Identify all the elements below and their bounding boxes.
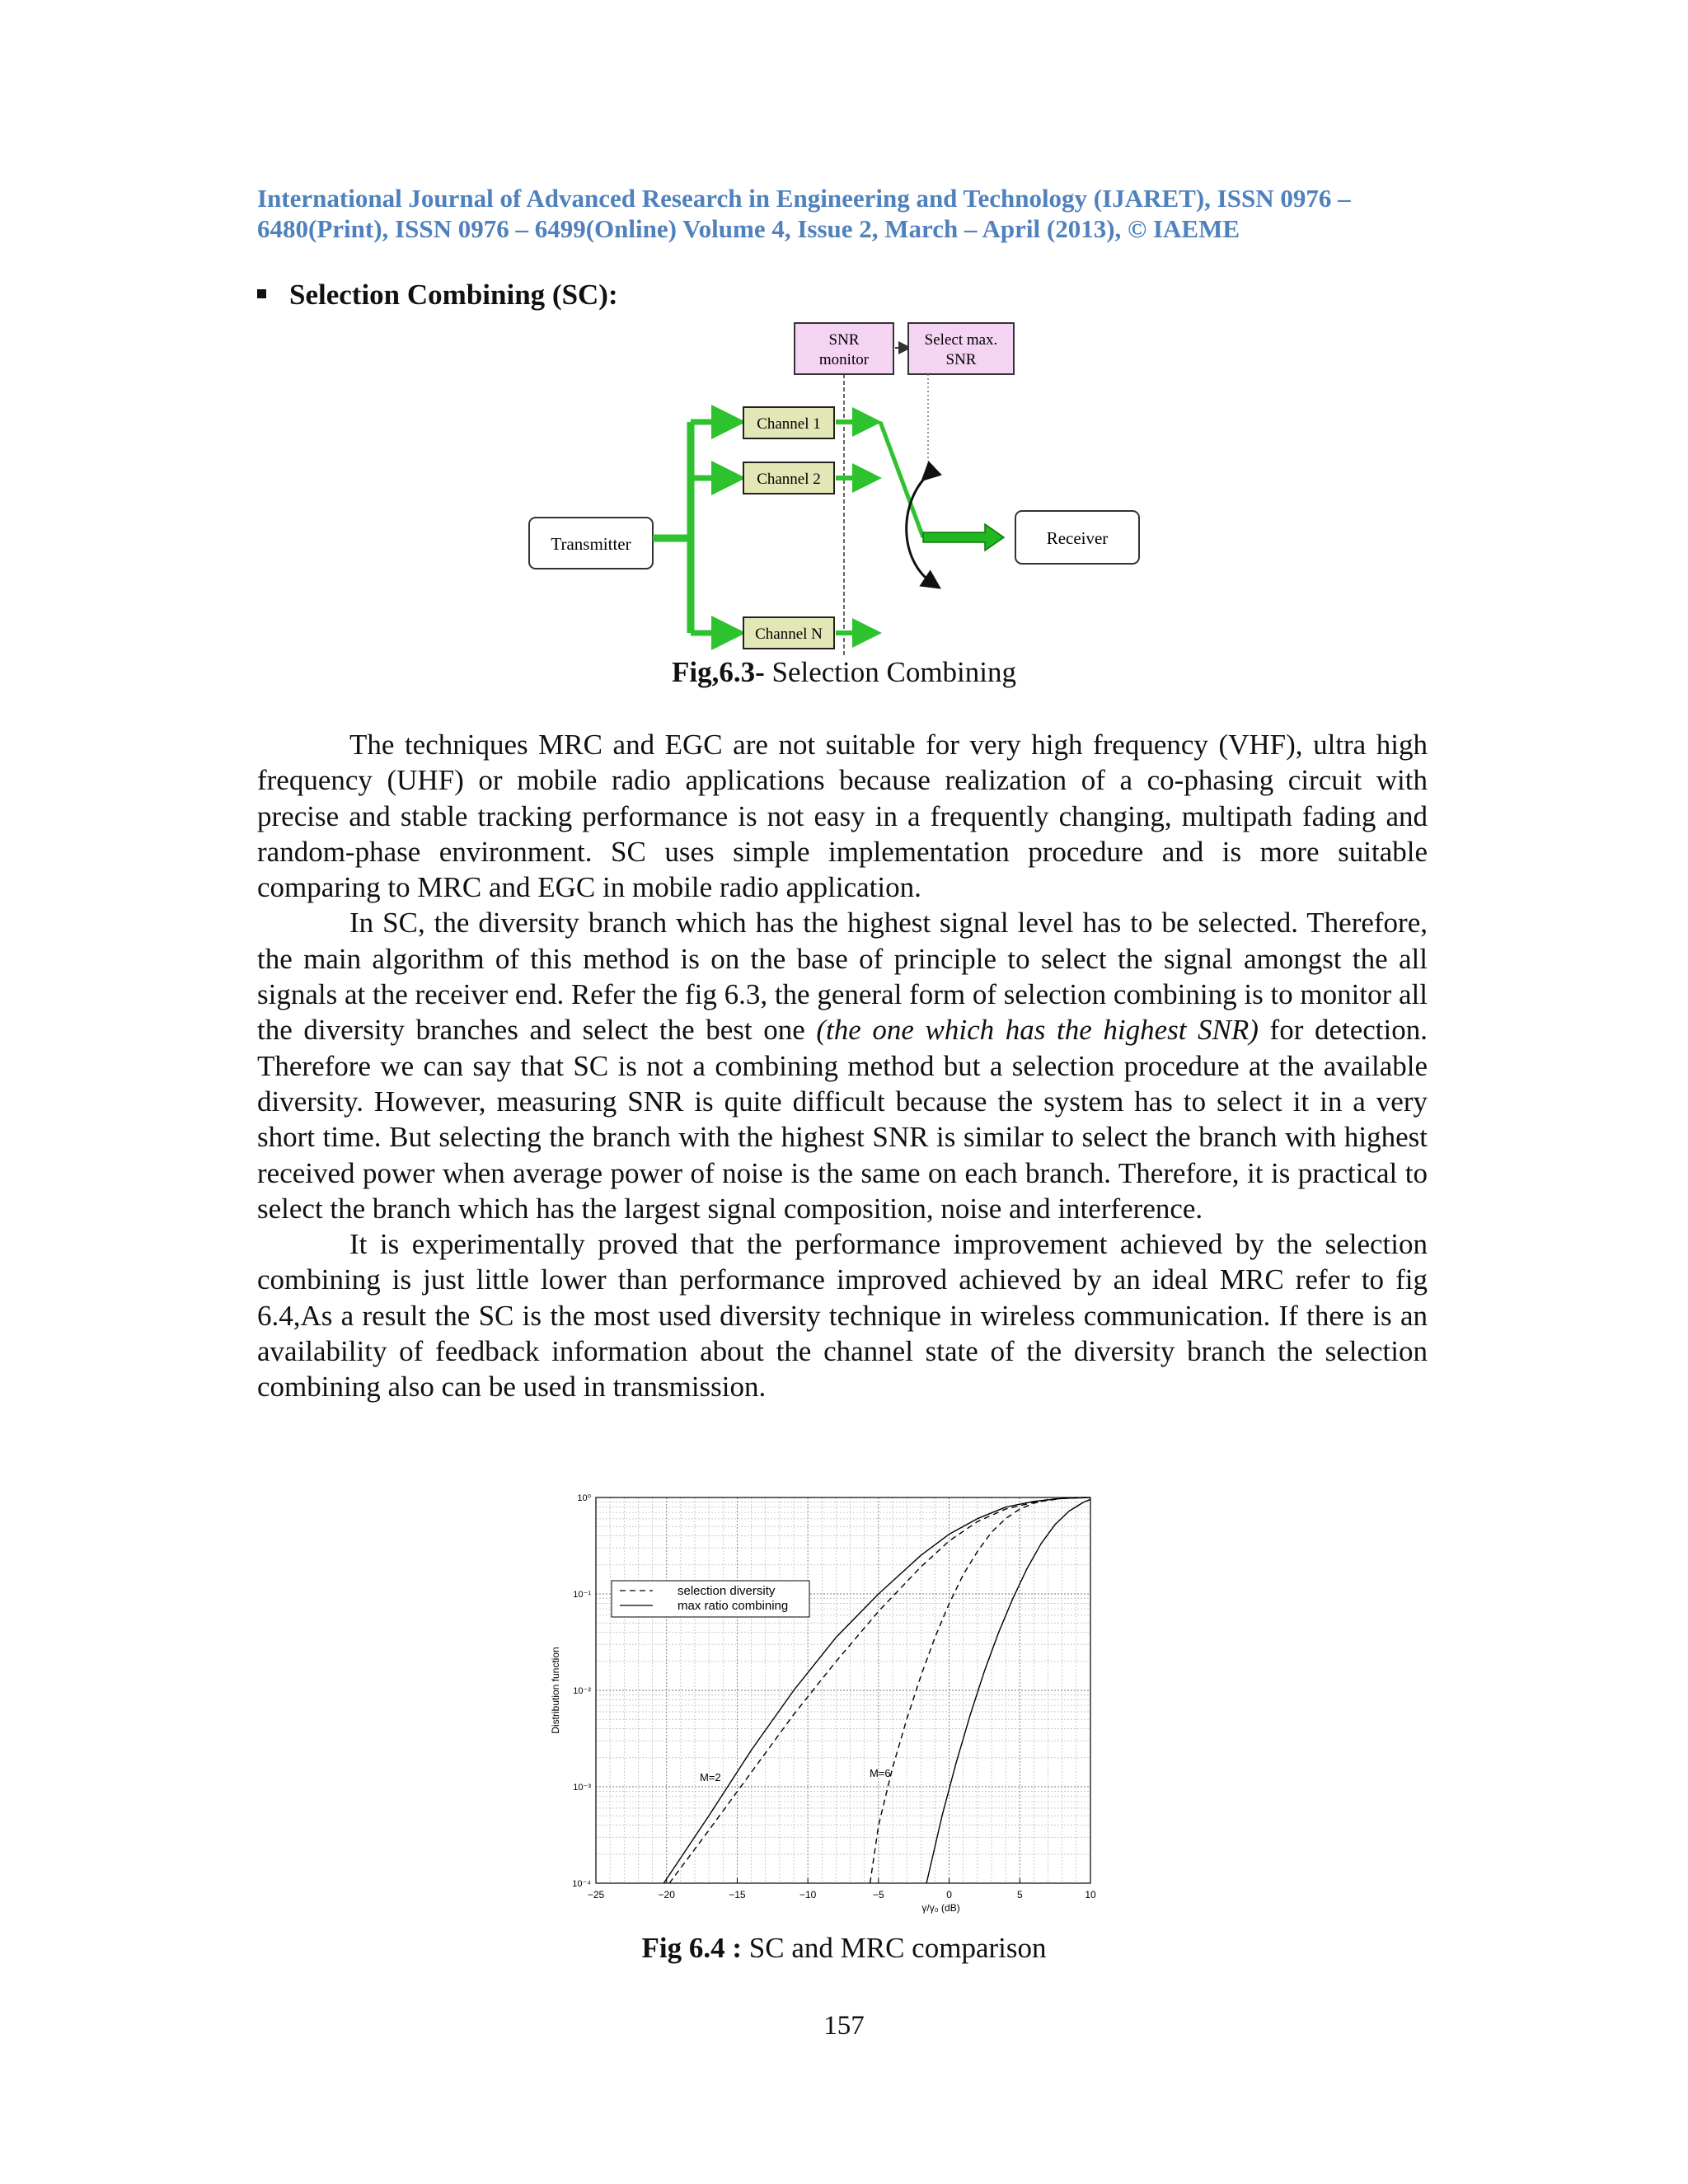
y-tick-label: 10⁻⁴: [572, 1879, 591, 1889]
channel-1-box: [743, 407, 834, 438]
journal-header: [257, 183, 1428, 244]
snr-monitor-label-1: SNR: [828, 331, 860, 349]
chart-legend: [612, 1581, 809, 1617]
channel-2-box: [743, 462, 834, 494]
journal-header-line2: 6480(Print), ISSN 0976 – 6499(Online) Volume 4, Issue 2, March – April (2013), © IAEME: [257, 214, 1240, 243]
legend-entry-mrc: max ratio combining: [678, 1599, 789, 1613]
legend-entry-selection: selection diversity: [678, 1584, 776, 1598]
snr-monitor-box: [795, 323, 893, 374]
paragraph-2-italic: (the one which has the highest SNR): [816, 1014, 1259, 1047]
receiver-label: Receiver: [1046, 528, 1109, 548]
y-tick-label: 10⁰: [577, 1493, 591, 1503]
channel-n-box: [743, 617, 834, 649]
fig-6-4-label: Fig 6.4 :: [641, 1932, 743, 1964]
select-max-snr-box: [908, 323, 1014, 374]
paragraph-2-b: for detection. Therefore we can say that SC is not a combining method but a selection procedure at the available diversity. However, measuring SNR is quite difficult because the system has to select it in a very short time. But selecting the branch with the highest SNR is similar to select the branch with highest received power when average power of noise is the same on each branch. Therefore, it is practical to select the branch which has the largest signal composition, noise and interference.: [257, 1014, 1428, 1225]
x-tick-label: −10: [799, 1889, 817, 1900]
paragraph-3: It is experimentally proved that the performance improvement achieved by the selection combining is just little lower than performance improved achieved by an ideal MRC refer to fig 6.4,As a result the SC is the most used diversity technique in wireless communication. If there is an availability of feedback information about the channel state of the diversity branch the selection combining also can be used in transmission.: [257, 1228, 1428, 1404]
x-tick-label: −15: [729, 1889, 746, 1900]
fig-6-4-caption: [0, 1932, 1688, 1965]
y-axis-label: Distribution function: [550, 1647, 561, 1734]
chart-grid: [596, 1497, 1090, 1883]
x-tick-label: 5: [1016, 1889, 1023, 1900]
series-line-mrc-3: [926, 1499, 1090, 1883]
x-tick-label: −5: [873, 1889, 884, 1900]
annotation-m2: M=2: [700, 1771, 721, 1783]
transmitter-label: Transmitter: [551, 534, 631, 554]
fig-6-4-text: SC and MRC comparison: [742, 1932, 1047, 1964]
section-heading-text: Selection Combining (SC):: [289, 279, 618, 311]
page-number: 157: [823, 2011, 865, 2041]
fig-6-3-caption: [0, 656, 1688, 689]
snr-monitor-label-2: monitor: [818, 351, 870, 368]
y-tick-label: 10⁻³: [573, 1783, 591, 1793]
body-text: [257, 727, 1428, 1405]
sc-mrc-chart: [528, 1488, 1104, 1916]
select-max-label-2: SNR: [945, 351, 977, 368]
x-tick-label: −25: [587, 1889, 605, 1900]
x-tick-label: −20: [658, 1889, 675, 1900]
channel-1-label: Channel 1: [757, 415, 821, 433]
bullet-icon: [257, 289, 266, 298]
y-tick-label: 10⁻²: [573, 1686, 591, 1696]
selected-path: [880, 422, 923, 537]
transmitter-box: [529, 518, 653, 569]
output-arrow: [923, 524, 1004, 551]
paragraph-2-a: In SC, the diversity branch which has the highest signal level has to be selected. Therefore, the main algorithm of this method is on the base of principle to select the signal amongst the all signals at the receiver end. Refer the fig 6.3, the general form of selection combining is to monitor all the diversity branches and select the best one: [257, 907, 1428, 1047]
fig-6-3-text: Selection Combining: [764, 656, 1017, 688]
section-heading: [257, 279, 618, 312]
fig-6-3-label: Fig,6.3-: [671, 656, 765, 688]
select-max-label-1: Select max.: [924, 331, 998, 349]
y-tick-label: 10⁻¹: [573, 1590, 591, 1600]
annotation-m6: M=6: [870, 1767, 891, 1779]
x-tick-label: 0: [946, 1889, 952, 1900]
receiver-box: [1015, 511, 1139, 564]
paragraph-1: The techniques MRC and EGC are not suitable for very high frequency (VHF), ultra high frequency (UHF) or mobile radio applications because realization of a co-phasing circuit with precise and stable tracking performance is not easy in a frequently changing, multipath fading and random-phase environment. SC uses simple implementation procedure and is more suitable comparing to MRC and EGC in mobile radio application.: [257, 729, 1428, 904]
x-axis-label: γ/γ₀ (dB): [921, 1902, 960, 1914]
paragraph-2: [257, 905, 1428, 1226]
selection-combining-diagram: [528, 313, 1154, 659]
channel-2-label: Channel 2: [757, 471, 821, 488]
x-tick-label: 10: [1085, 1889, 1096, 1900]
journal-header-line1: International Journal of Advanced Research in Engineering and Technology (IJARET), ISSN 0976 –: [257, 184, 1351, 213]
channel-n-label: Channel N: [755, 626, 823, 643]
chart-ticks: [572, 1493, 1096, 1900]
